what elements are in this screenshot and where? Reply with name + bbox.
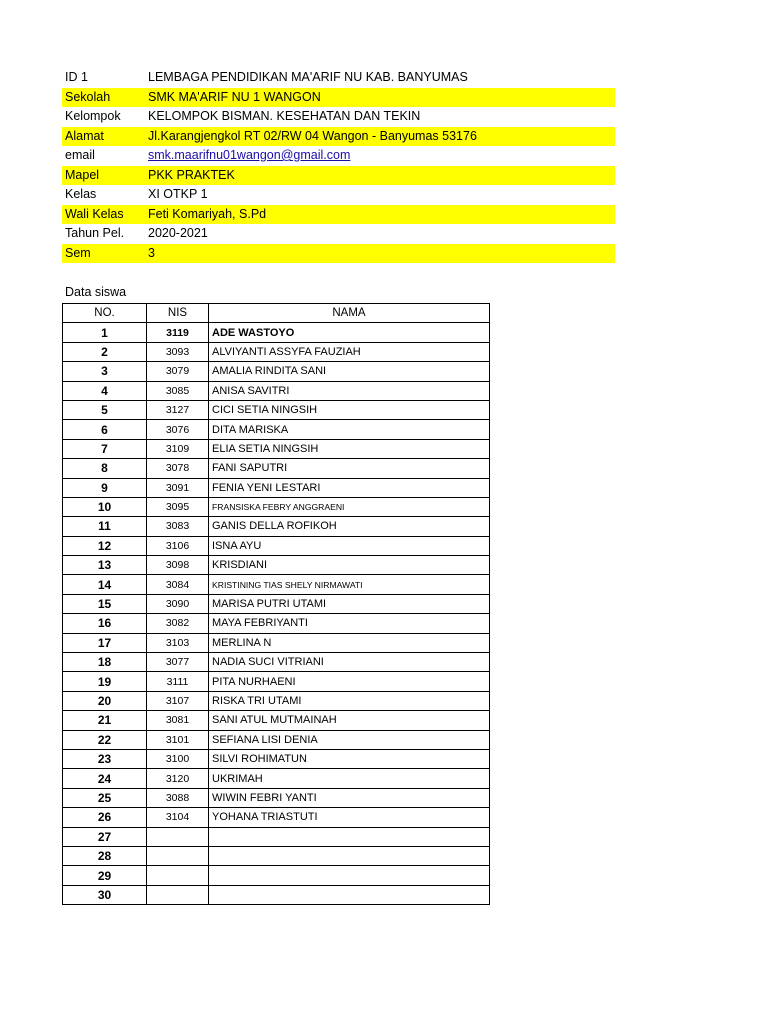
- wali-label: Wali Kelas: [65, 206, 124, 221]
- cell-nis: 3127: [147, 400, 209, 419]
- cell-nama: NADIA SUCI VITRIANI: [209, 653, 490, 672]
- cell-nis: 3077: [147, 653, 209, 672]
- id-label: ID 1: [65, 70, 88, 84]
- cell-nama: [209, 866, 490, 885]
- table-row: [63, 323, 490, 342]
- cell-nis: 3120: [147, 769, 209, 788]
- cell-nis: 3111: [147, 672, 209, 691]
- table-row: [63, 672, 490, 691]
- cell-nis: 3100: [147, 749, 209, 768]
- info-row-email: [62, 146, 615, 166]
- table-row: [63, 788, 490, 807]
- table-row: [63, 439, 490, 458]
- cell-no: 16: [63, 614, 147, 633]
- cell-nama: ADE WASTOYO: [209, 323, 490, 342]
- cell-nis: 3084: [147, 575, 209, 594]
- table-row: [63, 400, 490, 419]
- info-row-id: [62, 68, 615, 88]
- cell-nama: ANISA SAVITRI: [209, 381, 490, 400]
- cell-no: 10: [63, 497, 147, 516]
- cell-nama: WIWIN FEBRI YANTI: [209, 788, 490, 807]
- cell-nama: ALVIYANTI ASSYFA FAUZIAH: [209, 342, 490, 361]
- cell-nama: KRISDIANI: [209, 556, 490, 575]
- cell-nama: [209, 827, 490, 846]
- table-row: [63, 575, 490, 594]
- alamat-label: Alamat: [65, 128, 104, 143]
- cell-nis: 3078: [147, 459, 209, 478]
- cell-nama: UKRIMAH: [209, 769, 490, 788]
- table-header-row: [63, 304, 490, 323]
- cell-no: 6: [63, 420, 147, 439]
- kelas-value: XI OTKP 1: [148, 187, 208, 201]
- cell-nama: FRANSISKA FEBRY ANGGRAENI: [209, 497, 490, 516]
- table-row: [63, 769, 490, 788]
- table-row: [63, 362, 490, 381]
- cell-no: 7: [63, 439, 147, 458]
- info-row-kelas: [62, 185, 615, 205]
- table-row: [63, 478, 490, 497]
- sekolah-label: Sekolah: [65, 89, 111, 104]
- table-row: [63, 536, 490, 555]
- cell-nama: YOHANA TRIASTUTI: [209, 808, 490, 827]
- cell-nis: 3104: [147, 808, 209, 827]
- table-row: [63, 420, 490, 439]
- email-link[interactable]: smk.maarifnu01wangon@gmail.com: [148, 148, 351, 162]
- info-row-mapel: [62, 166, 615, 186]
- cell-nama: ISNA AYU: [209, 536, 490, 555]
- cell-no: 8: [63, 459, 147, 478]
- table-row: [63, 614, 490, 633]
- cell-nis: 3082: [147, 614, 209, 633]
- cell-nis: 3083: [147, 517, 209, 536]
- cell-nama: KRISTINING TIAS SHELY NIRMAWATI: [209, 575, 490, 594]
- id-value: LEMBAGA PENDIDIKAN MA'ARIF NU KAB. BANYUMAS: [148, 70, 468, 84]
- column-header-nama: NAMA: [209, 304, 490, 323]
- table-row: [63, 711, 490, 730]
- student-table: [62, 303, 490, 905]
- cell-nama: GANIS DELLA ROFIKOH: [209, 517, 490, 536]
- table-row: [63, 517, 490, 536]
- info-row-wali: [62, 205, 615, 225]
- cell-no: 3: [63, 362, 147, 381]
- cell-no: 28: [63, 846, 147, 865]
- cell-nis: 3081: [147, 711, 209, 730]
- cell-no: 11: [63, 517, 147, 536]
- cell-nis: 3090: [147, 594, 209, 613]
- tahun-value: 2020-2021: [148, 226, 208, 240]
- cell-nis: 3091: [147, 478, 209, 497]
- kelompok-label: Kelompok: [65, 109, 121, 123]
- cell-nama: PITA NURHAENI: [209, 672, 490, 691]
- cell-no: 22: [63, 730, 147, 749]
- info-row-sekolah: [62, 88, 615, 108]
- student-rows: [63, 323, 490, 905]
- cell-nis: 3098: [147, 556, 209, 575]
- cell-nis: 3103: [147, 633, 209, 652]
- cell-nis: 3119: [147, 323, 209, 342]
- table-row: [63, 730, 490, 749]
- table-row: [63, 633, 490, 652]
- table-row: [63, 556, 490, 575]
- cell-nis: 3088: [147, 788, 209, 807]
- cell-nis: [147, 885, 209, 904]
- alamat-value: Jl.Karangjengkol RT 02/RW 04 Wangon - Banyumas 53176: [148, 128, 477, 143]
- cell-nama: CICI SETIA NINGSIH: [209, 400, 490, 419]
- sem-label: Sem: [65, 245, 91, 260]
- cell-nis: 3109: [147, 439, 209, 458]
- school-info-block: [62, 68, 615, 263]
- cell-nama: SANI ATUL MUTMAINAH: [209, 711, 490, 730]
- cell-no: 19: [63, 672, 147, 691]
- cell-nama: SILVI ROHIMATUN: [209, 749, 490, 768]
- cell-no: 13: [63, 556, 147, 575]
- cell-no: 27: [63, 827, 147, 846]
- cell-nis: 3076: [147, 420, 209, 439]
- cell-nis: [147, 827, 209, 846]
- cell-nama: MARISA PUTRI UTAMI: [209, 594, 490, 613]
- cell-no: 18: [63, 653, 147, 672]
- table-row: [63, 827, 490, 846]
- cell-nama: MAYA FEBRIYANTI: [209, 614, 490, 633]
- cell-nis: 3095: [147, 497, 209, 516]
- info-row-alamat: [62, 127, 615, 147]
- info-row-sem: [62, 244, 615, 264]
- cell-nis: 3093: [147, 342, 209, 361]
- table-row: [63, 749, 490, 768]
- cell-nis: [147, 846, 209, 865]
- table-row: [63, 846, 490, 865]
- cell-no: 26: [63, 808, 147, 827]
- cell-no: 17: [63, 633, 147, 652]
- tahun-label: Tahun Pel.: [65, 226, 125, 240]
- column-header-nis: NIS: [147, 304, 209, 323]
- cell-nama: DITA MARISKA: [209, 420, 490, 439]
- cell-nama: SEFIANA LISI DENIA: [209, 730, 490, 749]
- cell-nis: 3085: [147, 381, 209, 400]
- info-row-kelompok: [62, 107, 615, 127]
- table-row: [63, 691, 490, 710]
- table-row: [63, 459, 490, 478]
- cell-no: 9: [63, 478, 147, 497]
- table-row: [63, 342, 490, 361]
- cell-no: 23: [63, 749, 147, 768]
- cell-no: 24: [63, 769, 147, 788]
- email-label: email: [65, 148, 95, 162]
- cell-no: 4: [63, 381, 147, 400]
- sekolah-value: SMK MA'ARIF NU 1 WANGON: [148, 89, 321, 104]
- cell-nama: ELIA SETIA NINGSIH: [209, 439, 490, 458]
- table-row: [63, 885, 490, 904]
- cell-nis: 3079: [147, 362, 209, 381]
- cell-nama: [209, 885, 490, 904]
- cell-nis: 3106: [147, 536, 209, 555]
- mapel-value: PKK PRAKTEK: [148, 167, 235, 182]
- cell-nis: [147, 866, 209, 885]
- table-row: [63, 381, 490, 400]
- cell-no: 12: [63, 536, 147, 555]
- wali-value: Feti Komariyah, S.Pd: [148, 206, 267, 221]
- table-caption: Data siswa: [65, 285, 127, 299]
- cell-no: 14: [63, 575, 147, 594]
- table-row: [63, 866, 490, 885]
- cell-no: 25: [63, 788, 147, 807]
- cell-no: 2: [63, 342, 147, 361]
- cell-no: 5: [63, 400, 147, 419]
- table-row: [63, 497, 490, 516]
- cell-no: 15: [63, 594, 147, 613]
- kelas-label: Kelas: [65, 187, 97, 201]
- cell-nama: MERLINA N: [209, 633, 490, 652]
- kelompok-value: KELOMPOK BISMAN. KESEHATAN DAN TEKIN: [148, 109, 421, 123]
- cell-nama: [209, 846, 490, 865]
- table-row: [63, 594, 490, 613]
- cell-no: 30: [63, 885, 147, 904]
- cell-nama: AMALIA RINDITA SANI: [209, 362, 490, 381]
- cell-no: 21: [63, 711, 147, 730]
- table-row: [63, 808, 490, 827]
- mapel-label: Mapel: [65, 167, 100, 182]
- cell-no: 29: [63, 866, 147, 885]
- cell-no: 1: [63, 323, 147, 342]
- cell-no: 20: [63, 691, 147, 710]
- cell-nama: RISKA TRI UTAMI: [209, 691, 490, 710]
- cell-nama: FANI SAPUTRI: [209, 459, 490, 478]
- cell-nama: FENIA YENI LESTARI: [209, 478, 490, 497]
- sem-value: 3: [148, 245, 155, 260]
- info-row-tahun: [62, 224, 615, 244]
- table-row: [63, 653, 490, 672]
- column-header-no: NO.: [63, 304, 147, 323]
- cell-nis: 3107: [147, 691, 209, 710]
- cell-nis: 3101: [147, 730, 209, 749]
